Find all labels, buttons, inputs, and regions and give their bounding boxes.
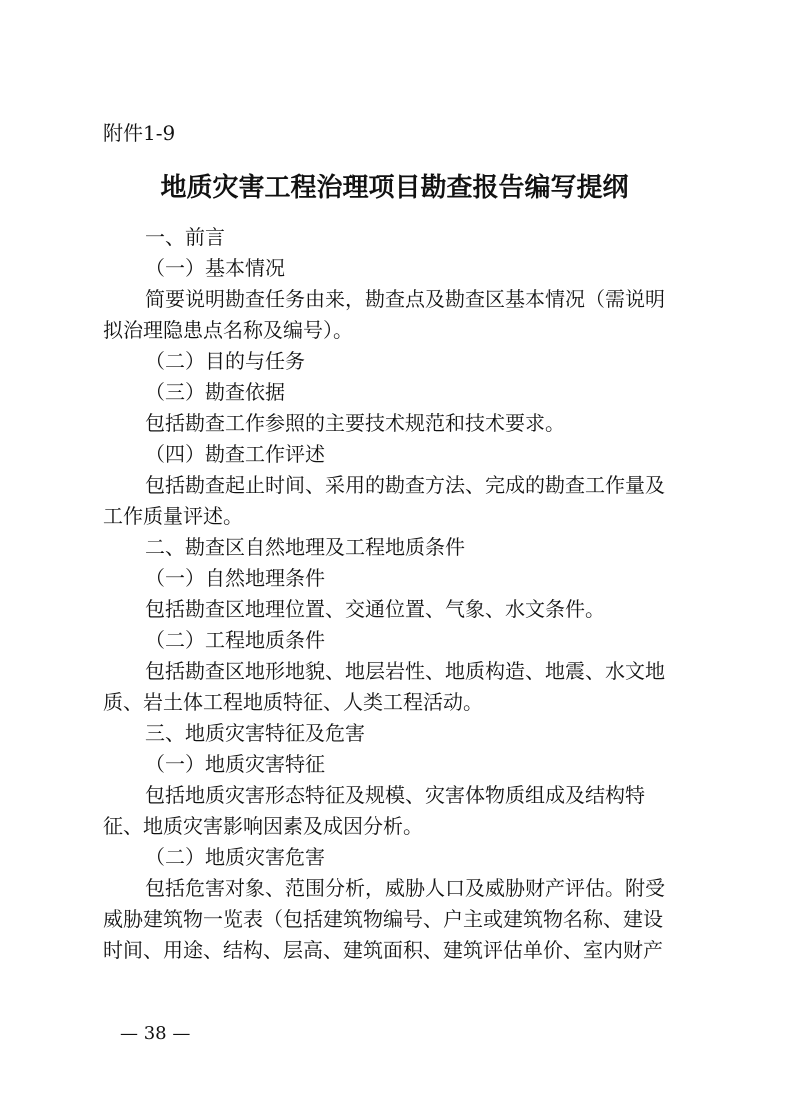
body-line: 包括危害对象、范围分析，威胁人口及威胁财产评估。附受	[145, 876, 665, 900]
body-line: 包括勘查工作参照的主要技术规范和技术要求。	[145, 411, 565, 435]
attachment-label: 附件1-9	[103, 121, 176, 145]
body-line: 包括勘查区地形地貌、地层岩性、地质构造、地震、水文地	[145, 659, 665, 683]
body-line: （二）地质灾害危害	[145, 845, 325, 869]
body-line: 一、前言	[145, 225, 225, 249]
body-line: 拟治理隐患点名称及编号）。	[103, 318, 353, 342]
body-line: （一）地质灾害特征	[145, 752, 325, 776]
body-line: 工作质量评述。	[103, 504, 243, 528]
body-line: （四）勘查工作评述	[145, 442, 325, 466]
body-line: （一）基本情况	[145, 256, 285, 280]
page-number: — 38 —	[120, 1023, 191, 1044]
body-line: 威胁建筑物一览表（包括建筑物编号、户主或建筑物名称、建设	[103, 907, 663, 931]
body-line: 时间、用途、结构、层高、建筑面积、建筑评估单价、室内财产	[103, 938, 663, 962]
document-title: 地质灾害工程治理项目勘查报告编写提纲	[160, 173, 629, 203]
body-line: 包括勘查起止时间、采用的勘查方法、完成的勘查工作量及	[145, 473, 665, 497]
body-line: 简要说明勘查任务由来，勘查点及勘查区基本情况（需说明	[145, 287, 665, 311]
body-line: 三、地质灾害特征及危害	[145, 721, 365, 745]
body-line: （三）勘查依据	[145, 380, 285, 404]
body-line: （二）目的与任务	[145, 349, 305, 373]
body-line: 包括勘查区地理位置、交通位置、气象、水文条件。	[145, 597, 605, 621]
body-line: 包括地质灾害形态特征及规模、灾害体物质组成及结构特	[145, 783, 645, 807]
body-line: 征、地质灾害影响因素及成因分析。	[103, 814, 423, 838]
document-body	[103, 222, 693, 966]
body-line: 质、岩土体工程地质特征、人类工程活动。	[103, 690, 483, 714]
body-line: 二、勘查区自然地理及工程地质条件	[145, 535, 465, 559]
body-line: （二）工程地质条件	[145, 628, 325, 652]
body-line: （一）自然地理条件	[145, 566, 325, 590]
